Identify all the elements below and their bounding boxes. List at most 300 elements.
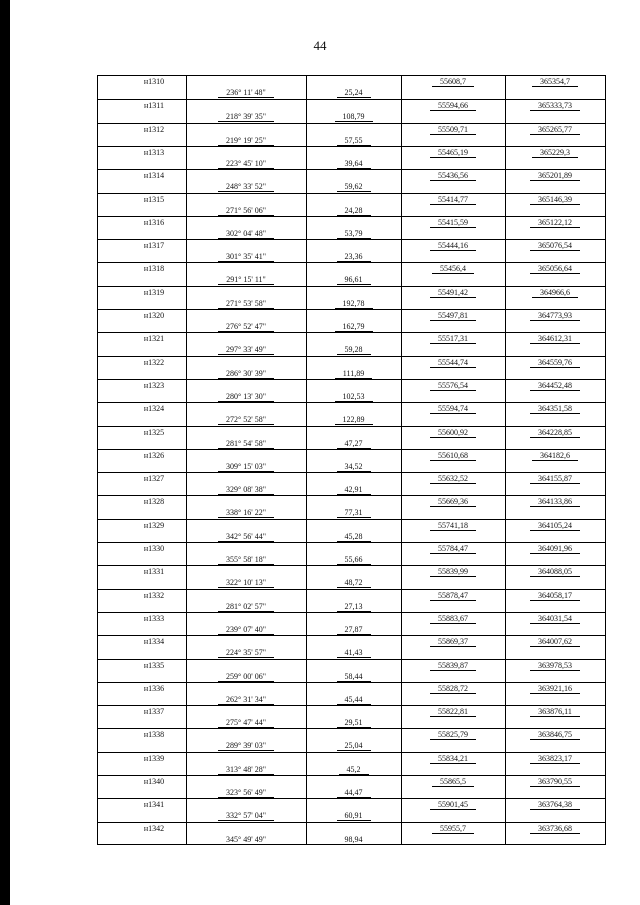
segment-length: [306, 625, 401, 635]
point-id-text: н1327: [143, 474, 165, 484]
direction-angle: [186, 299, 306, 309]
segment-length: [306, 835, 401, 845]
x-coordinate-text: 55576,54: [430, 381, 476, 391]
y-coordinate: [505, 800, 605, 810]
point-id: [118, 521, 190, 531]
point-id-text: н1320: [143, 311, 165, 320]
x-coordinate: [401, 497, 505, 507]
y-coordinate-text: 364612,31: [530, 334, 580, 344]
segment-length: [306, 508, 401, 518]
y-coordinate: [505, 707, 605, 717]
direction-angle: [186, 765, 306, 775]
table-row: [98, 659, 605, 682]
direction-angle: [186, 508, 306, 518]
x-coordinate-text: 55414,77: [430, 195, 476, 205]
x-coordinate-text: 55865,5: [432, 777, 474, 787]
direction-angle-text: 218° 39' 35": [218, 112, 274, 122]
table-row: [98, 356, 605, 379]
x-coordinate-text: 55509,71: [430, 125, 476, 135]
table-row: [98, 798, 605, 821]
point-id: [118, 614, 190, 624]
x-coordinate: [401, 264, 505, 274]
direction-angle-text: 281° 02' 57": [218, 602, 274, 612]
y-coordinate-text: 364559,76: [530, 358, 580, 368]
direction-angle-text: 223° 45' 10": [218, 159, 274, 169]
direction-angle-text: 281° 54' 58": [218, 439, 274, 449]
y-coordinate-text: 364773,93: [530, 311, 580, 321]
point-id-text: н1318: [143, 264, 165, 274]
y-coordinate-text: 365229,3: [532, 148, 578, 158]
point-id-text: н1341: [143, 800, 165, 810]
direction-angle: [186, 555, 306, 565]
segment-length: [306, 415, 401, 425]
direction-angle-text: 309° 15' 03": [218, 462, 274, 472]
segment-length: [306, 275, 401, 285]
y-coordinate: [505, 264, 605, 274]
y-coordinate-text: 365333,73: [530, 101, 580, 111]
point-id: [118, 311, 190, 321]
segment-length-text: 27,87: [337, 625, 371, 635]
direction-angle-text: 248° 33' 52": [218, 182, 274, 192]
segment-length-text: 162,79: [335, 322, 373, 332]
x-coordinate-text: 55784,47: [430, 544, 476, 554]
y-coordinate: [505, 824, 605, 834]
direction-angle-text: 271° 56' 06": [218, 206, 274, 216]
direction-angle-text: 297° 33' 49": [218, 345, 274, 355]
y-coordinate-text: 364966,6: [532, 288, 578, 298]
direction-angle: [186, 602, 306, 612]
segment-length-text: 53,79: [337, 229, 371, 239]
x-coordinate-text: 55834,21: [430, 754, 476, 764]
segment-length: [306, 811, 401, 821]
y-coordinate-text: 365056,64: [530, 264, 580, 274]
point-id-text: н1338: [143, 730, 165, 740]
y-coordinate-text: 363764,38: [530, 800, 580, 810]
segment-length: [306, 392, 401, 402]
x-coordinate: [401, 334, 505, 344]
segment-length: [306, 672, 401, 682]
point-id-text: н1323: [143, 380, 165, 390]
direction-angle: [186, 741, 306, 751]
table-row: [98, 635, 605, 658]
direction-angle-text: 342° 56' 44": [218, 532, 274, 542]
x-coordinate: [401, 707, 505, 717]
point-id: [118, 661, 190, 671]
direction-angle-text: 236° 11' 48": [218, 88, 274, 98]
table-row: [98, 612, 605, 635]
x-coordinate: [401, 195, 505, 205]
table-row: [98, 146, 605, 169]
segment-length: [306, 695, 401, 705]
x-coordinate-text: 55608,7: [432, 77, 474, 87]
segment-length-text: 42,91: [337, 485, 371, 495]
coordinates-table: [97, 75, 606, 845]
y-coordinate: [505, 404, 605, 414]
x-coordinate-text: 55544,74: [430, 358, 476, 368]
x-coordinate-text: 55600,92: [430, 428, 476, 438]
x-coordinate-text: 55415,59: [430, 218, 476, 228]
x-coordinate: [401, 77, 505, 87]
point-id-text: н1316: [143, 217, 165, 227]
point-id: [118, 474, 190, 484]
x-coordinate: [401, 451, 505, 461]
point-id: [118, 567, 190, 577]
table-row: [98, 822, 605, 845]
point-id: [118, 171, 190, 181]
direction-angle: [186, 136, 306, 146]
direction-angle: [186, 625, 306, 635]
segment-length-text: 77,31: [337, 508, 371, 518]
y-coordinate-text: 365076,54: [530, 241, 580, 251]
y-coordinate-text: 364105,24: [530, 521, 580, 531]
x-coordinate-text: 55741,18: [430, 521, 476, 531]
direction-angle: [186, 275, 306, 285]
table-row: [98, 123, 605, 146]
point-id: [118, 428, 190, 438]
y-coordinate: [505, 474, 605, 484]
segment-length: [306, 112, 401, 122]
segment-length-text: 98,94: [337, 835, 371, 845]
x-coordinate-text: 55444,16: [430, 241, 476, 251]
direction-angle: [186, 718, 306, 728]
x-coordinate: [401, 218, 505, 228]
direction-angle: [186, 159, 306, 169]
point-id-text: н1331: [143, 567, 165, 577]
point-id-text: н1317: [143, 241, 165, 251]
point-id-text: н1336: [143, 683, 165, 693]
point-id-text: н1332: [143, 590, 165, 600]
table-row: [98, 239, 605, 262]
point-id: [118, 404, 190, 414]
point-id-text: н1340: [143, 777, 165, 786]
segment-length: [306, 182, 401, 192]
direction-angle: [186, 252, 306, 262]
y-coordinate-text: 363846,75: [530, 730, 580, 740]
point-id: [118, 824, 190, 834]
x-coordinate-text: 55822,81: [430, 707, 476, 717]
y-coordinate-text: 364133,86: [530, 497, 580, 507]
segment-length-text: 44,47: [337, 788, 371, 798]
direction-angle-text: 332° 57' 04": [218, 811, 274, 821]
segment-length-text: 39,64: [337, 159, 371, 169]
direction-angle-text: 275° 47' 44": [218, 718, 274, 728]
y-coordinate-text: 364452,48: [530, 381, 580, 391]
y-coordinate: [505, 521, 605, 531]
y-coordinate-text: 363876,11: [530, 707, 580, 717]
x-coordinate: [401, 544, 505, 554]
table-row: [98, 589, 605, 612]
direction-angle: [186, 578, 306, 588]
segment-length-text: 47,27: [337, 439, 371, 449]
direction-angle: [186, 392, 306, 402]
direction-angle: [186, 788, 306, 798]
point-id: [118, 637, 190, 647]
segment-length: [306, 252, 401, 262]
direction-angle-text: 323° 56' 49": [218, 788, 274, 798]
x-coordinate-text: 55955,7: [432, 824, 474, 834]
x-coordinate: [401, 824, 505, 834]
segment-length-text: 45,44: [337, 695, 371, 705]
x-coordinate-text: 55517,31: [430, 334, 476, 344]
y-coordinate: [505, 288, 605, 298]
x-coordinate: [401, 171, 505, 181]
point-id-text: н1335: [143, 660, 165, 670]
point-id-text: н1333: [143, 613, 165, 623]
segment-length-text: 45,2: [339, 765, 369, 775]
direction-angle: [186, 695, 306, 705]
direction-angle: [186, 485, 306, 495]
y-coordinate: [505, 567, 605, 577]
segment-length-text: 59,28: [337, 345, 371, 355]
x-coordinate-text: 55456,4: [432, 264, 474, 274]
y-coordinate: [505, 661, 605, 671]
point-id: [118, 754, 190, 764]
point-id-text: н1315: [143, 194, 165, 204]
segment-length-text: 25,04: [337, 741, 371, 751]
y-coordinate: [505, 637, 605, 647]
x-coordinate: [401, 241, 505, 251]
segment-length-text: 111,89: [335, 369, 372, 379]
point-id: [118, 241, 190, 251]
x-coordinate: [401, 288, 505, 298]
direction-angle-text: 272° 52' 58": [218, 415, 274, 425]
x-coordinate: [401, 800, 505, 810]
table-row: [98, 99, 605, 122]
x-coordinate-text: 55901,45: [430, 800, 476, 810]
direction-angle-text: 259° 00' 06": [218, 672, 274, 682]
y-coordinate: [505, 148, 605, 158]
segment-length-text: 59,62: [337, 182, 371, 192]
point-id-text: н1324: [143, 404, 165, 414]
x-coordinate-text: 55839,87: [430, 661, 476, 671]
segment-length: [306, 206, 401, 216]
y-coordinate: [505, 777, 605, 787]
point-id-text: н1310: [143, 77, 165, 86]
direction-angle-text: 239° 07' 40": [218, 625, 274, 635]
y-coordinate: [505, 241, 605, 251]
point-id-text: н1321: [143, 334, 165, 344]
x-coordinate: [401, 567, 505, 577]
table-row: [98, 193, 605, 216]
point-id: [118, 451, 190, 461]
y-coordinate: [505, 544, 605, 554]
table-row: [98, 565, 605, 588]
segment-length: [306, 718, 401, 728]
x-coordinate: [401, 474, 505, 484]
y-coordinate-text: 363736,68: [530, 824, 580, 834]
segment-length: [306, 439, 401, 449]
segment-length: [306, 159, 401, 169]
point-id-text: н1313: [143, 147, 165, 157]
direction-angle: [186, 835, 306, 845]
segment-length: [306, 88, 401, 98]
point-id: [118, 264, 190, 274]
y-coordinate: [505, 730, 605, 740]
x-coordinate: [401, 730, 505, 740]
table-row: [98, 728, 605, 751]
y-coordinate: [505, 218, 605, 228]
y-coordinate: [505, 125, 605, 135]
point-id-text: н1314: [143, 171, 165, 181]
y-coordinate: [505, 614, 605, 624]
point-id: [118, 101, 190, 111]
point-id: [118, 730, 190, 740]
point-id-text: н1319: [143, 287, 165, 297]
direction-angle: [186, 206, 306, 216]
direction-angle-text: 345° 49' 49": [218, 835, 274, 845]
segment-length: [306, 765, 401, 775]
direction-angle-text: 301° 35' 41": [218, 252, 274, 262]
segment-length-text: 108,79: [335, 112, 373, 122]
y-coordinate-text: 365122,12: [530, 218, 580, 228]
point-id-text: н1330: [143, 544, 165, 553]
table-row: [98, 286, 605, 309]
segment-length: [306, 229, 401, 239]
segment-length: [306, 741, 401, 751]
y-coordinate: [505, 428, 605, 438]
segment-length-text: 24,28: [337, 206, 371, 216]
y-coordinate: [505, 754, 605, 764]
x-coordinate-text: 55594,74: [430, 404, 476, 414]
y-coordinate-text: 364007,62: [530, 637, 580, 647]
x-coordinate: [401, 614, 505, 624]
x-coordinate: [401, 591, 505, 601]
x-coordinate: [401, 311, 505, 321]
direction-angle-text: 271° 53' 58": [218, 299, 274, 309]
y-coordinate-text: 364155,87: [530, 474, 580, 484]
point-id: [118, 288, 190, 298]
y-coordinate-text: 363823,17: [530, 754, 580, 764]
y-coordinate: [505, 684, 605, 694]
direction-angle: [186, 462, 306, 472]
y-coordinate: [505, 77, 605, 87]
segment-length-text: 41,43: [337, 648, 371, 658]
x-coordinate: [401, 684, 505, 694]
page-number: 44: [313, 38, 327, 53]
point-id-text: н1312: [143, 124, 165, 134]
point-id: [118, 77, 190, 87]
direction-angle: [186, 532, 306, 542]
segment-length-text: 192,78: [335, 299, 373, 309]
y-coordinate: [505, 591, 605, 601]
point-id: [118, 195, 190, 205]
x-coordinate-text: 55491,42: [430, 288, 476, 298]
y-coordinate-text: 364228,85: [530, 428, 580, 438]
point-id: [118, 800, 190, 810]
x-coordinate: [401, 381, 505, 391]
y-coordinate-text: 363978,53: [530, 661, 580, 671]
x-coordinate-text: 55828,72: [430, 684, 476, 694]
direction-angle-text: 302° 04' 48": [218, 229, 274, 239]
segment-length-text: 55,66: [337, 555, 371, 565]
segment-length: [306, 369, 401, 379]
point-id: [118, 777, 190, 787]
direction-angle: [186, 322, 306, 332]
table-row: [98, 332, 605, 355]
direction-angle-text: 313° 48' 28": [218, 765, 274, 775]
y-coordinate-text: 364091,96: [530, 544, 580, 554]
x-coordinate: [401, 404, 505, 414]
point-id: [118, 544, 190, 554]
table-row: [98, 309, 605, 332]
y-coordinate-text: 363790,55: [530, 777, 580, 787]
direction-angle-text: 219° 19' 25": [218, 136, 274, 146]
table-row: [98, 752, 605, 775]
point-id: [118, 707, 190, 717]
table-row: [98, 426, 605, 449]
table-row: [98, 216, 605, 239]
direction-angle: [186, 345, 306, 355]
segment-length: [306, 485, 401, 495]
x-coordinate: [401, 101, 505, 111]
table-row: [98, 262, 605, 285]
x-coordinate: [401, 637, 505, 647]
segment-length-text: 34,52: [337, 462, 371, 472]
segment-length-text: 27,13: [337, 602, 371, 612]
segment-length-text: 58,44: [337, 672, 371, 682]
y-coordinate: [505, 101, 605, 111]
scan-edge: [0, 0, 10, 905]
y-coordinate: [505, 358, 605, 368]
y-coordinate: [505, 311, 605, 321]
segment-length-text: 45,28: [337, 532, 371, 542]
y-coordinate: [505, 334, 605, 344]
y-coordinate-text: 363921,16: [530, 684, 580, 694]
table-row: [98, 472, 605, 495]
table-row: [98, 705, 605, 728]
point-id: [118, 334, 190, 344]
y-coordinate: [505, 451, 605, 461]
y-coordinate: [505, 497, 605, 507]
y-coordinate-text: 365265,77: [530, 125, 580, 135]
segment-length-text: 96,61: [337, 275, 371, 285]
point-id: [118, 381, 190, 391]
x-coordinate: [401, 754, 505, 764]
direction-angle-text: 276° 52' 47": [218, 322, 274, 332]
x-coordinate-text: 55839,99: [430, 567, 476, 577]
y-coordinate: [505, 195, 605, 205]
direction-angle-text: 291° 15' 11": [218, 275, 274, 285]
direction-angle-text: 289° 39' 03": [218, 741, 274, 751]
y-coordinate-text: 364031,54: [530, 614, 580, 624]
segment-length: [306, 345, 401, 355]
x-coordinate-text: 55610,68: [430, 451, 476, 461]
segment-length-text: 60,91: [337, 811, 371, 821]
point-id: [118, 684, 190, 694]
direction-angle-text: 355° 58' 18": [218, 555, 274, 565]
y-coordinate-text: 365201,89: [530, 171, 580, 181]
segment-length-text: 122,89: [335, 415, 373, 425]
direction-angle: [186, 648, 306, 658]
x-coordinate: [401, 125, 505, 135]
x-coordinate-text: 55825,79: [430, 730, 476, 740]
segment-length-text: 29,51: [337, 718, 371, 728]
segment-length-text: 25,24: [337, 88, 371, 98]
x-coordinate-text: 55883,67: [430, 614, 476, 624]
table-row: [98, 682, 605, 705]
point-id-text: н1337: [143, 707, 165, 717]
direction-angle-text: 322° 10' 13": [218, 578, 274, 588]
segment-length-text: 102,53: [335, 392, 373, 402]
x-coordinate: [401, 661, 505, 671]
direction-angle: [186, 811, 306, 821]
x-coordinate-text: 55465,19: [430, 148, 476, 158]
point-id-text: н1334: [143, 637, 165, 647]
x-coordinate-text: 55869,37: [430, 637, 476, 647]
x-coordinate: [401, 148, 505, 158]
segment-length: [306, 578, 401, 588]
y-coordinate: [505, 171, 605, 181]
